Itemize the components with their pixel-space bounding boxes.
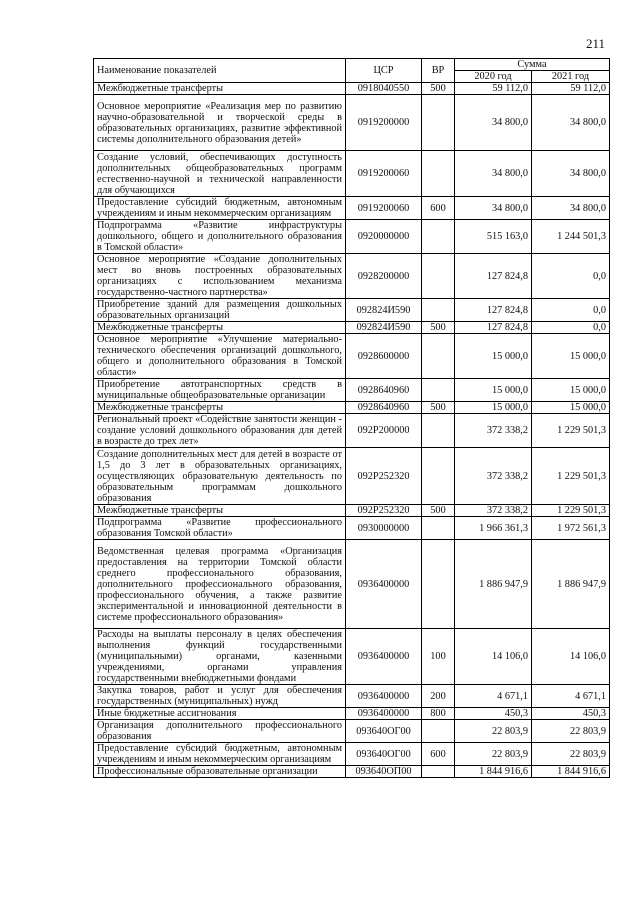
row-csr: 0930000000 xyxy=(346,517,422,540)
row-sum-2020: 4 671,1 xyxy=(455,685,532,708)
row-vr: 500 xyxy=(422,322,455,334)
table-row xyxy=(94,708,610,720)
row-sum-2021: 4 671,1 xyxy=(532,685,610,708)
row-vr xyxy=(422,299,455,322)
row-vr: 200 xyxy=(422,685,455,708)
row-sum-2020: 15 000,0 xyxy=(455,402,532,414)
header-vr: ВР xyxy=(422,59,455,83)
row-csr: 092824И590 xyxy=(346,322,422,334)
row-vr xyxy=(422,414,455,448)
row-name: Основное мероприятие «Создание дополнительных мест во вновь построенных образовательных организациях с использованием механизма государственно-частного партнерства» xyxy=(94,254,346,299)
row-sum-2020: 515 163,0 xyxy=(455,220,532,254)
row-sum-2021: 1 229 501,3 xyxy=(532,414,610,448)
row-name: Создание условий, обеспечивающих доступность дополнительных общеобразовательных программ естественно-научной и технической направленности для обучающихся xyxy=(94,151,346,197)
row-name: Приобретение автотранспортных средств в муниципальные общеобразовательные организации xyxy=(94,379,346,402)
row-vr xyxy=(422,220,455,254)
row-sum-2020: 22 803,9 xyxy=(455,720,532,743)
row-sum-2020: 372 338,2 xyxy=(455,448,532,505)
page-number: 211 xyxy=(585,36,605,51)
row-sum-2021: 0,0 xyxy=(532,254,610,299)
row-vr xyxy=(422,766,455,778)
row-vr xyxy=(422,334,455,379)
table-row xyxy=(94,322,610,334)
row-csr: 0919200000 xyxy=(346,95,422,151)
table-row xyxy=(94,540,610,629)
table-row xyxy=(94,414,610,448)
row-sum-2020: 34 800,0 xyxy=(455,197,532,220)
row-name: Межбюджетные трансферты xyxy=(94,322,346,334)
row-sum-2020: 34 800,0 xyxy=(455,151,532,197)
row-vr xyxy=(422,95,455,151)
row-name: Межбюджетные трансферты xyxy=(94,505,346,517)
row-sum-2020: 15 000,0 xyxy=(455,334,532,379)
table-row xyxy=(94,299,610,322)
row-csr: 0936400000 xyxy=(346,685,422,708)
header-2021: 2021 год xyxy=(532,71,610,83)
table-body xyxy=(94,83,610,778)
row-sum-2020: 59 112,0 xyxy=(455,83,532,95)
row-name: Основное мероприятие «Реализация мер по развитию научно-образовательной и творческой среды в образовательных организациях, развитие эффективной системы дополнительного образования детей» xyxy=(94,95,346,151)
row-vr xyxy=(422,720,455,743)
row-name: Организация дополнительного профессионального образования xyxy=(94,720,346,743)
row-vr: 600 xyxy=(422,197,455,220)
row-sum-2021: 1 229 501,3 xyxy=(532,448,610,505)
table-row xyxy=(94,197,610,220)
table-row xyxy=(94,379,610,402)
row-sum-2020: 372 338,2 xyxy=(455,414,532,448)
row-sum-2020: 127 824,8 xyxy=(455,322,532,334)
row-sum-2021: 59 112,0 xyxy=(532,83,610,95)
table-row xyxy=(94,743,610,766)
row-sum-2021: 34 800,0 xyxy=(532,151,610,197)
row-sum-2020: 14 106,0 xyxy=(455,629,532,685)
row-vr xyxy=(422,254,455,299)
row-csr: 093640ОГ00 xyxy=(346,743,422,766)
row-vr: 500 xyxy=(422,402,455,414)
row-sum-2020: 450,3 xyxy=(455,708,532,720)
row-sum-2020: 127 824,8 xyxy=(455,299,532,322)
table-row xyxy=(94,720,610,743)
row-sum-2021: 0,0 xyxy=(532,322,610,334)
row-csr: 093640ОГ00 xyxy=(346,720,422,743)
row-vr: 800 xyxy=(422,708,455,720)
row-sum-2020: 1 886 947,9 xyxy=(455,540,532,629)
row-csr: 092P252320 xyxy=(346,505,422,517)
row-name: Ведомственная целевая программа «Организация предоставления на территории Томской области среднего профессионального образования, дополнительного профессионального образования, профессионального обучения, а также развитие экспериментальной и инновационной деятельности в системе профессионального образования» xyxy=(94,540,346,629)
row-csr: 092P200000 xyxy=(346,414,422,448)
row-csr: 0920000000 xyxy=(346,220,422,254)
table-row xyxy=(94,220,610,254)
row-csr: 093640ОП00 xyxy=(346,766,422,778)
row-name: Основное мероприятие «Улучшение материально-технического обеспечения организаций дошкольного, общего и дополнительного образования в Томской области» xyxy=(94,334,346,379)
table-row xyxy=(94,766,610,778)
row-name: Создание дополнительных мест для детей в возрасте от 1,5 до 3 лет в образовательных организациях, осуществляющих образовательную деятельность по образовательным программам дошкольного образования xyxy=(94,448,346,505)
row-vr: 600 xyxy=(422,743,455,766)
row-name: Межбюджетные трансферты xyxy=(94,83,346,95)
row-name: Предоставление субсидий бюджетным, автономным учреждениям и иным некоммерческим организациям xyxy=(94,197,346,220)
row-csr: 0936400000 xyxy=(346,708,422,720)
row-vr: 100 xyxy=(422,629,455,685)
row-csr: 0936400000 xyxy=(346,540,422,629)
row-name: Приобретение зданий для размещения дошкольных образовательных организаций xyxy=(94,299,346,322)
table-row xyxy=(94,448,610,505)
row-csr: 0928200000 xyxy=(346,254,422,299)
row-csr: 0919200060 xyxy=(346,151,422,197)
table-row xyxy=(94,402,610,414)
row-vr xyxy=(422,151,455,197)
row-sum-2021: 15 000,0 xyxy=(532,334,610,379)
row-csr: 0918040550 xyxy=(346,83,422,95)
row-vr xyxy=(422,517,455,540)
row-name: Иные бюджетные ассигнования xyxy=(94,708,346,720)
row-name: Подпрограмма «Развитие инфраструктуры дошкольного, общего и дополнительного образования в Томской области» xyxy=(94,220,346,254)
row-sum-2021: 1 229 501,3 xyxy=(532,505,610,517)
row-name: Межбюджетные трансферты xyxy=(94,402,346,414)
table-header xyxy=(94,59,610,83)
table-row xyxy=(94,254,610,299)
row-vr: 500 xyxy=(422,83,455,95)
row-sum-2020: 34 800,0 xyxy=(455,95,532,151)
row-csr: 0928640960 xyxy=(346,402,422,414)
header-sum: Сумма xyxy=(455,59,610,71)
row-csr: 092P252320 xyxy=(346,448,422,505)
table-row xyxy=(94,95,610,151)
table-row xyxy=(94,334,610,379)
table-row xyxy=(94,151,610,197)
row-sum-2021: 34 800,0 xyxy=(532,197,610,220)
row-name: Профессиональные образовательные организации xyxy=(94,766,346,778)
row-sum-2021: 34 800,0 xyxy=(532,95,610,151)
header-2020: 2020 год xyxy=(455,71,532,83)
header-name: Наименование показателей xyxy=(94,59,346,83)
row-sum-2021: 15 000,0 xyxy=(532,379,610,402)
row-sum-2020: 22 803,9 xyxy=(455,743,532,766)
header-csr: ЦСР xyxy=(346,59,422,83)
row-sum-2020: 1 844 916,6 xyxy=(455,766,532,778)
table-row xyxy=(94,685,610,708)
row-vr: 500 xyxy=(422,505,455,517)
row-csr: 0928640960 xyxy=(346,379,422,402)
row-sum-2021: 1 972 561,3 xyxy=(532,517,610,540)
row-vr xyxy=(422,379,455,402)
row-vr xyxy=(422,448,455,505)
row-sum-2020: 1 966 361,3 xyxy=(455,517,532,540)
row-sum-2021: 1 244 501,3 xyxy=(532,220,610,254)
row-name: Подпрограмма «Развитие профессионального образования Томской области» xyxy=(94,517,346,540)
row-sum-2020: 372 338,2 xyxy=(455,505,532,517)
row-name: Предоставление субсидий бюджетным, автономным учреждениям и иным некоммерческим организациям xyxy=(94,743,346,766)
table-row xyxy=(94,83,610,95)
budget-table xyxy=(93,58,610,778)
table-row xyxy=(94,629,610,685)
row-csr: 092824И590 xyxy=(346,299,422,322)
row-sum-2021: 0,0 xyxy=(532,299,610,322)
row-sum-2020: 15 000,0 xyxy=(455,379,532,402)
row-sum-2021: 14 106,0 xyxy=(532,629,610,685)
row-csr: 0928600000 xyxy=(346,334,422,379)
row-sum-2021: 1 844 916,6 xyxy=(532,766,610,778)
row-sum-2021: 15 000,0 xyxy=(532,402,610,414)
row-csr: 0936400000 xyxy=(346,629,422,685)
row-name: Расходы на выплаты персоналу в целях обеспечения выполнения функций государственными (муниципальными) органами, казенными учреждениями, органами управления государственными внебюджетными фондами xyxy=(94,629,346,685)
row-name: Закупка товаров, работ и услуг для обеспечения государственных (муниципальных) нужд xyxy=(94,685,346,708)
row-sum-2021: 22 803,9 xyxy=(532,743,610,766)
row-sum-2020: 127 824,8 xyxy=(455,254,532,299)
row-sum-2021: 1 886 947,9 xyxy=(532,540,610,629)
row-csr: 0919200060 xyxy=(346,197,422,220)
row-sum-2021: 450,3 xyxy=(532,708,610,720)
row-vr xyxy=(422,540,455,629)
row-sum-2021: 22 803,9 xyxy=(532,720,610,743)
row-name: Региональный проект «Содействие занятости женщин - создание условий дошкольного образования для детей в возрасте до трех лет» xyxy=(94,414,346,448)
table-row xyxy=(94,505,610,517)
table-row xyxy=(94,517,610,540)
